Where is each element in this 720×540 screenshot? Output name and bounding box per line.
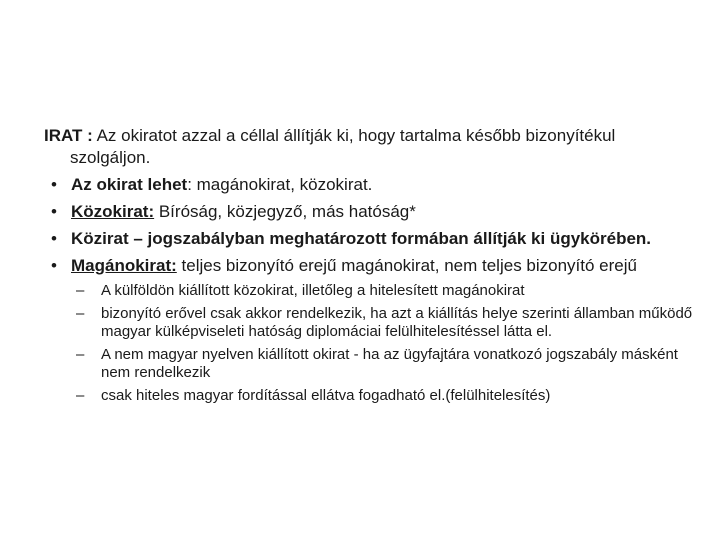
bullet-item-kozokirat [44, 201, 694, 223]
bullet-text: Bíróság, közjegyző, más hatóság* [154, 202, 416, 221]
intro-text: Az okiratot azzal a céllal állítják ki, hogy tartalma később bizonyítékul szolgáljon. [70, 126, 616, 167]
sub-bullet-marker: – [76, 387, 85, 404]
intro-term: IRAT : [44, 126, 93, 145]
sub-bullet-text: bizonyító erővel csak akkor rendelkezik, ha azt a kiállítás helye szerinti államban működő magyar külképviseleti hatóság diplomáciai felülhitelesítéssel látta el. [101, 305, 693, 340]
sub-bullet-marker: – [76, 305, 85, 322]
bullet-lead: Az okirat lehet [71, 175, 188, 194]
intro-paragraph [44, 125, 694, 169]
bullet-item-maganokirat [44, 255, 694, 277]
slide-content [44, 125, 694, 410]
bullet-text: jogszabályban meghatározott formában állítják ki ügykörében. [147, 229, 652, 248]
bullet-lead: Közokirat: [71, 202, 155, 221]
sub-bullet-text: csak hiteles magyar fordítással ellátva fogadható el.(felülhitelesítés) [101, 387, 551, 404]
sub-bullet-marker: – [76, 346, 85, 363]
bullet-lead: Magánokirat: [71, 256, 177, 275]
bullet-text: teljes bizonyító erejű magánokirat, nem teljes bizonyító erejű [176, 256, 637, 275]
sub-bullet-item [44, 346, 694, 382]
sub-bullet-marker: – [76, 282, 85, 299]
sub-bullet-text: A nem magyar nyelven kiállított okirat - ha az ügyfajtára vonatkozó jogszabály másként nem rendelkezik [101, 346, 678, 381]
sub-bullet-item [44, 282, 694, 300]
bullet-item-types [44, 174, 694, 196]
sub-bullet-text: A külföldön kiállított közokirat, illetőleg a hitelesített magánokirat [101, 282, 525, 299]
sub-bullet-item [44, 305, 694, 341]
sub-bullet-item [44, 387, 694, 405]
bullet-marker: • [51, 229, 57, 248]
bullet-text: : magánokirat, közokirat. [187, 175, 373, 194]
bullet-marker: • [51, 175, 57, 194]
bullet-item-kozirat [44, 228, 694, 250]
bullet-lead: Közirat – [71, 229, 148, 248]
bullet-marker: • [51, 256, 57, 275]
bullet-marker: • [51, 202, 57, 221]
